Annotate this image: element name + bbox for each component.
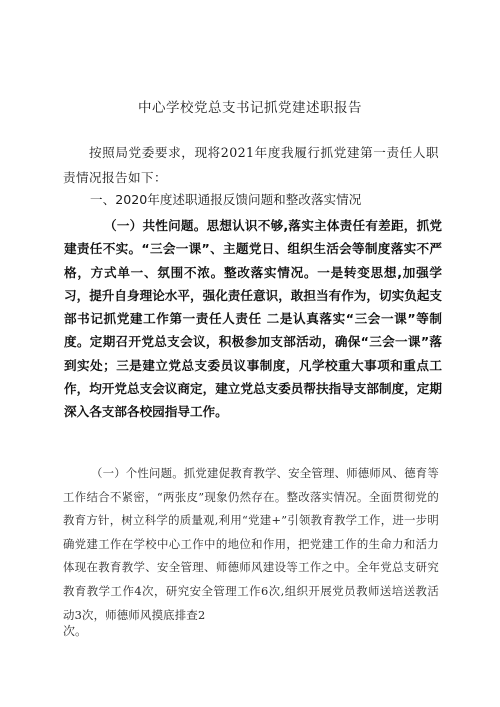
individual-issues-paragraph: （一）个性问题。抓党建促教育教学、安全管理、师德师风、德育等工作结合不紧密，“两张皮”现象仍然存在。整改落实情况。全面贯彻党的教育方针，树立科学的质量观,利用“党建+”引领教育教学工作，进一步明确党建工作在学校中心工作中的地位和作用，把党建工作的生命力和活力体现在教育教学、安全管理、师德师风建设等工作之中。全年党总支研究教育教学工作4次，研究安全管理工作6次,组织开展党员教师送培送教活动3次，师德师风摸底排查2 (63, 466, 439, 622)
intro-paragraph: 按照局党委要求，现将2021年度我履行抓党建第一责任人职责情况报告如下： (63, 145, 439, 185)
section-heading: 一、2020年度述职通报反馈问题和整改落实情况 (90, 192, 362, 207)
paragraph-tail: 次。 (63, 624, 88, 638)
document-title: 中心学校党总支书记抓党建述职报告 (138, 100, 362, 116)
common-issues-paragraph: （一）共性问题。思想认识不够,落实主体责任有差距，抓党建责任不实。“三会一课”、主题党日、组织生活会等制度落实不严格，方式单一、氛围不浓。整改落实情况。一是转变思想,加强学习，提升自身理论水平，强化责任意识，敢担当有作为，切实负起支部书记抓党建工作第一责任人责任 二是认真落实“三会一课”等制度。定期召开党总支会议，积极参加支部活动，确保“三会一课”落到实处；三是建立党总支委员议事制度，凡学校重大事项和重点工作，均开党总支会议商定，建立党总支委员帮扶指导支部制度，定期深入各支部各校园指导工作。 (64, 218, 442, 420)
